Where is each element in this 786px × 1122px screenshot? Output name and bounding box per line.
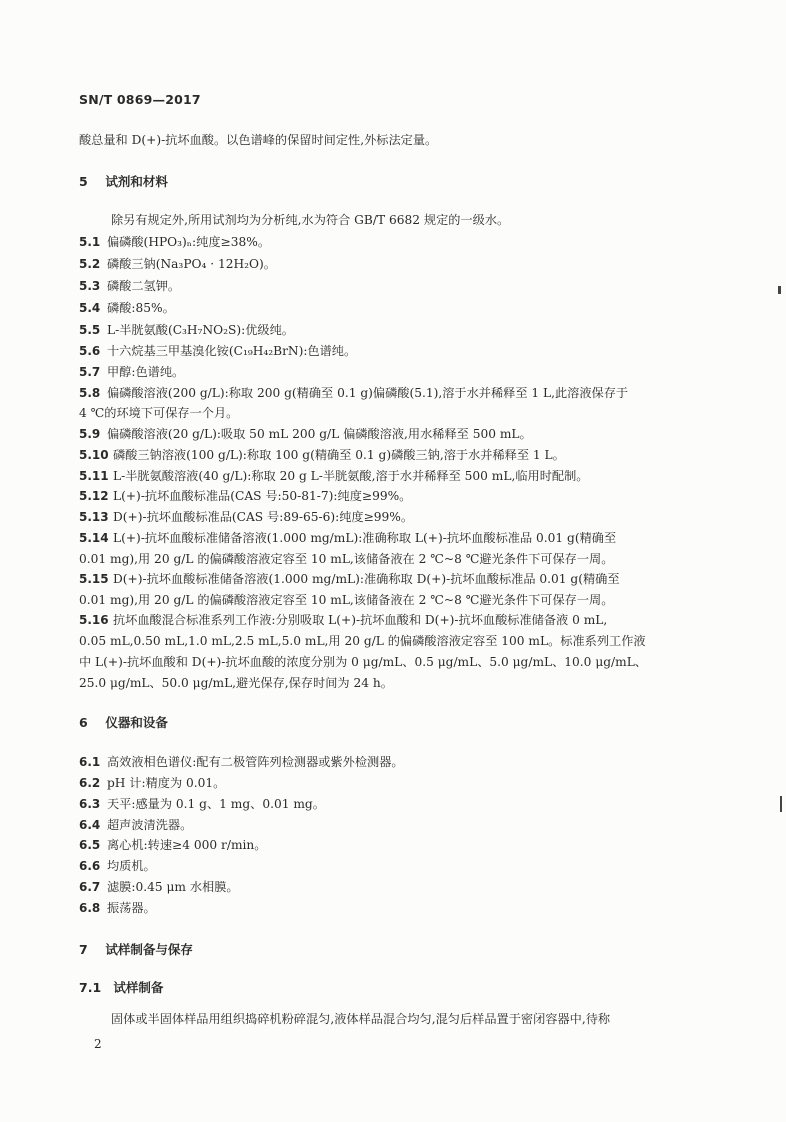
item-text: pH 计:精度为 0.01。 <box>107 776 226 790</box>
page-number: 2 <box>94 1037 102 1051</box>
item-text: 甲醇:色谱纯。 <box>107 365 185 379</box>
section-title: 仪器和设备 <box>105 715 168 730</box>
item-5-13 <box>79 509 706 525</box>
item-5-8 <box>79 385 706 401</box>
item-text: 十六烷基三甲基溴化铵(C₁₉H₄₂BrN):色谱纯。 <box>107 344 357 358</box>
subsection-7-1-heading <box>79 978 163 996</box>
item-6-2 <box>79 775 706 791</box>
section-5-heading <box>79 172 168 190</box>
item-text: 滤膜:0.45 μm 水相膜。 <box>107 880 239 894</box>
standard-header: SN/T 0869—2017 <box>79 92 201 107</box>
item-text: 振荡器。 <box>107 901 156 915</box>
item-number: 6.7 <box>79 880 101 894</box>
item-5-10 <box>79 447 706 463</box>
section-number: 7 <box>79 942 88 957</box>
continuation-text: 酸总量和 D(+)-抗坏血酸。以色谱峰的保留时间定性,外标法定量。 <box>79 133 438 147</box>
section-6-heading <box>79 713 168 731</box>
item-text: 偏磷酸溶液(200 g/L):称取 200 g(精确至 0.1 g)偏磷酸(5.1),溶于水并稀释至 1 L,此溶液保存于 <box>107 386 629 400</box>
item-number: 6.1 <box>79 755 101 769</box>
item-text: 超声波清洗器。 <box>107 818 193 832</box>
item-5-16-cont3: 25.0 μg/mL、50.0 μg/mL,避光保存,保存时间为 24 h。 <box>79 676 393 690</box>
item-5-12 <box>79 488 706 504</box>
section-number: 5 <box>79 174 88 189</box>
item-number: 6.5 <box>79 838 101 852</box>
item-6-4 <box>79 817 706 833</box>
item-text: 磷酸二氢钾。 <box>107 279 181 293</box>
item-text: 离心机:转速≥4 000 r/min。 <box>107 838 267 852</box>
item-number: 5.5 <box>79 323 101 337</box>
item-number: 5.13 <box>79 510 109 524</box>
item-5-2 <box>79 256 706 272</box>
item-5-15-cont: 0.01 mg),用 20 g/L 的偏磷酸溶液定容至 10 mL,该储备液在 2 ℃~8 ℃避光条件下可保存一周。 <box>79 593 614 607</box>
item-5-16-cont2: 中 L(+)-抗坏血酸和 D(+)-抗坏血酸的浓度分别为 0 μg/mL、0.5 μg/mL、5.0 μg/mL、10.0 μg/mL、 <box>79 655 647 669</box>
item-5-3 <box>79 278 706 294</box>
item-5-9 <box>79 426 706 442</box>
item-number: 6.2 <box>79 776 101 790</box>
item-6-3 <box>79 796 706 812</box>
item-text: 磷酸三钠溶液(100 g/L):称取 100 g(精确至 0.1 g)磷酸三钠,溶于水并稀释至 1 L。 <box>113 448 565 462</box>
item-number: 5.11 <box>79 469 109 483</box>
item-number: 5.3 <box>79 279 101 293</box>
item-number: 5.4 <box>79 301 101 315</box>
item-5-1 <box>79 234 706 250</box>
item-text: 高效液相色谱仪:配有二极管阵列检测器或紫外检测器。 <box>107 755 404 769</box>
item-text: 抗坏血酸混合标准系列工作液:分别吸取 L(+)-抗坏血酸和 D(+)-抗坏血酸标准储备液 0 mL, <box>113 613 608 627</box>
item-5-4 <box>79 300 706 316</box>
item-number: 5.7 <box>79 365 101 379</box>
item-text: 偏磷酸(HPO₃)ₙ:纯度≥38%。 <box>107 235 271 249</box>
item-text: 天平:感量为 0.1 g、1 mg、0.01 mg。 <box>107 797 325 811</box>
item-number: 5.15 <box>79 572 109 586</box>
subsection-number: 7.1 <box>79 980 102 995</box>
item-number: 5.16 <box>79 613 109 627</box>
item-6-7 <box>79 879 706 895</box>
item-number: 6.3 <box>79 797 101 811</box>
item-5-14-cont: 0.01 mg),用 20 g/L 的偏磷酸溶液定容至 10 mL,该储备液在 2 ℃~8 ℃避光条件下可保存一周。 <box>79 552 614 566</box>
item-5-16 <box>79 612 706 628</box>
item-text: 磷酸:85%。 <box>107 301 175 315</box>
item-text: 均质机。 <box>107 859 156 873</box>
item-number: 6.4 <box>79 818 101 832</box>
item-5-7 <box>79 364 706 380</box>
item-text: L(+)-抗坏血酸标准储备溶液(1.000 mg/mL):准确称取 L(+)-抗坏血酸标准品 0.01 g(精确至 <box>113 531 617 545</box>
item-6-5 <box>79 837 706 853</box>
item-number: 5.14 <box>79 531 109 545</box>
subsection-title: 试样制备 <box>113 980 164 995</box>
item-5-6 <box>79 343 706 359</box>
section-number: 6 <box>79 715 88 730</box>
item-number: 5.8 <box>79 386 101 400</box>
item-5-14 <box>79 530 706 546</box>
item-text: D(+)-抗坏血酸标准品(CAS 号:89-65-6):纯度≥99%。 <box>113 510 414 524</box>
item-text: D(+)-抗坏血酸标准储备溶液(1.000 mg/mL):准确称取 D(+)-抗坏血酸标准品 0.01 g(精确至 <box>113 572 620 586</box>
item-number: 5.9 <box>79 427 101 441</box>
item-6-1 <box>79 754 706 770</box>
item-5-15 <box>79 571 706 587</box>
item-6-8 <box>79 900 706 916</box>
item-6-6 <box>79 858 706 874</box>
item-number: 6.8 <box>79 901 101 915</box>
scan-artifact <box>778 286 781 294</box>
item-number: 5.1 <box>79 235 101 249</box>
section-title: 试样制备与保存 <box>105 942 193 957</box>
item-number: 5.2 <box>79 257 101 271</box>
item-5-5 <box>79 322 706 338</box>
item-text: 磷酸三钠(Na₃PO₄ · 12H₂O)。 <box>107 257 276 271</box>
item-5-8-cont: 4 ℃的环境下可保存一个月。 <box>79 406 239 420</box>
item-number: 5.10 <box>79 448 109 462</box>
item-number: 5.6 <box>79 344 101 358</box>
item-5-11 <box>79 468 706 484</box>
item-text: L(+)-抗坏血酸标准品(CAS 号:50-81-7):纯度≥99%。 <box>113 489 412 503</box>
item-text: L-半胱氨酸溶液(40 g/L):称取 20 g L-半胱氨酸,溶于水并稀释至 500 mL,临用时配制。 <box>113 469 589 483</box>
section-7-1-paragraph: 固体或半固体样品用组织捣碎机粉碎混匀,液体样品混合均匀,混匀后样品置于密闭容器中,待称 <box>111 1012 611 1026</box>
section-5-intro: 除另有规定外,所用试剂均为分析纯,水为符合 GB/T 6682 规定的一级水。 <box>111 213 510 227</box>
item-text: 偏磷酸溶液(20 g/L):吸取 50 mL 200 g/L 偏磷酸溶液,用水稀释至 500 mL。 <box>107 427 532 441</box>
scan-artifact <box>780 796 782 812</box>
item-5-16-cont: 0.05 mL,0.50 mL,1.0 mL,2.5 mL,5.0 mL,用 20 g/L 的偏磷酸溶液定容至 100 mL。标准系列工作液 <box>79 634 646 648</box>
item-number: 5.12 <box>79 489 109 503</box>
item-number: 6.6 <box>79 859 101 873</box>
section-7-heading <box>79 940 193 958</box>
item-text: L-半胱氨酸(C₃H₇NO₂S):优级纯。 <box>107 323 294 337</box>
section-title: 试剂和材料 <box>105 174 168 189</box>
